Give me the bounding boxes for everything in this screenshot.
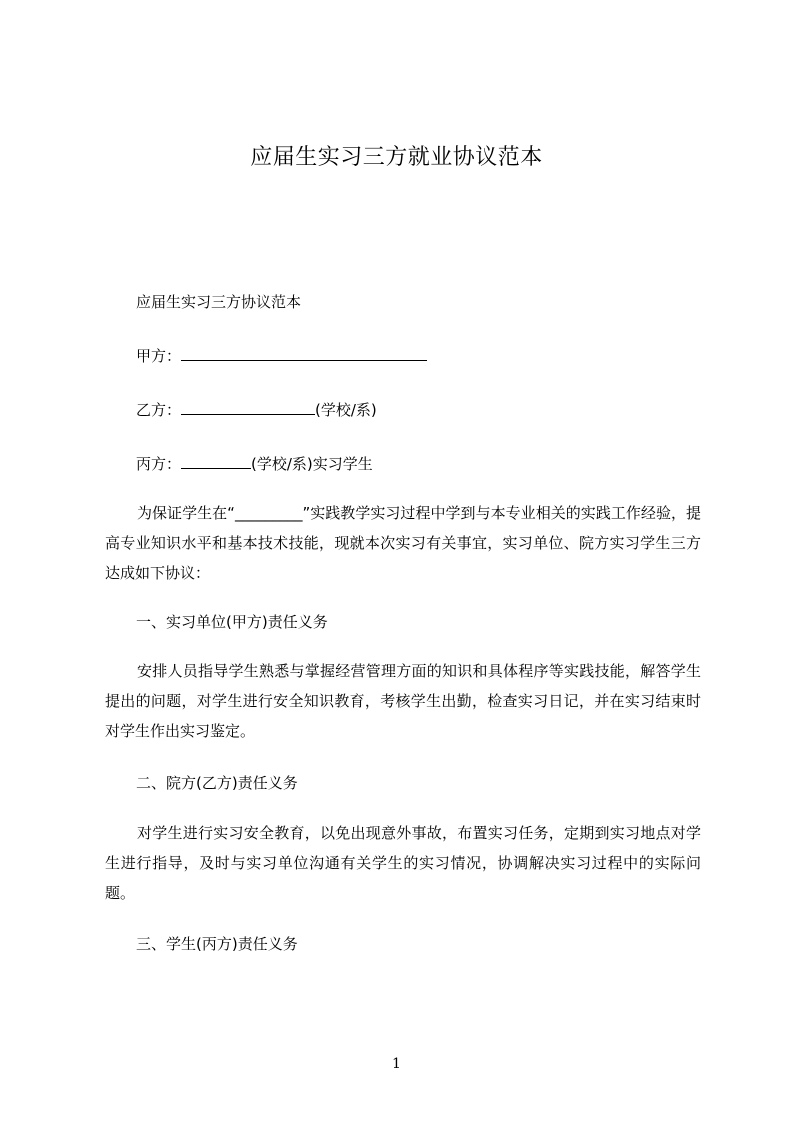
party-b-blank	[181, 400, 315, 415]
party-a-label: 甲方：	[136, 347, 182, 365]
party-b-line	[136, 399, 377, 420]
party-c-blank	[181, 454, 251, 469]
party-b-label: 乙方：	[136, 401, 182, 419]
subtitle: 应届生实习三方协议范本	[136, 293, 302, 311]
party-a-line	[136, 345, 427, 366]
section2-heading: 二、院方(乙方)责任义务	[136, 774, 298, 792]
party-c-line	[136, 453, 373, 474]
party-b-suffix: (学校/系)	[315, 401, 377, 419]
party-c-suffix: (学校/系)实习学生	[251, 455, 373, 473]
section3-heading: 三、学生(丙方)责任义务	[136, 935, 298, 953]
intro-paragraph: 为保证学生在“_________”实践教学实习过程中学到与本专业相关的实践工作经验，提高专业知识水平和基本技术技能，现就本次实习有关事宜，实习单位、院方实习学生三方达成如下协议：	[105, 504, 701, 582]
page-number: 1	[392, 1056, 401, 1072]
section1-body: 安排人员指导学生熟悉与掌握经营管理方面的知识和具体程序等实践技能，解答学生提出的问题，对学生进行安全知识教育，考核学生出勤，检查实习日记，并在实习结束时对学生作出实习鉴定。	[105, 662, 701, 740]
party-a-blank	[181, 346, 427, 361]
document-title: 应届生实习三方就业协议范本	[250, 145, 543, 170]
party-c-label: 丙方：	[136, 455, 182, 473]
section1-heading: 一、实习单位(甲方)责任义务	[136, 613, 328, 631]
section2-body: 对学生进行实习安全教育，以免出现意外事故，布置实习任务，定期到实习地点对学生进行指导，及时与实习单位沟通有关学生的实习情况，协调解决实习过程中的实际问题。	[105, 824, 701, 902]
